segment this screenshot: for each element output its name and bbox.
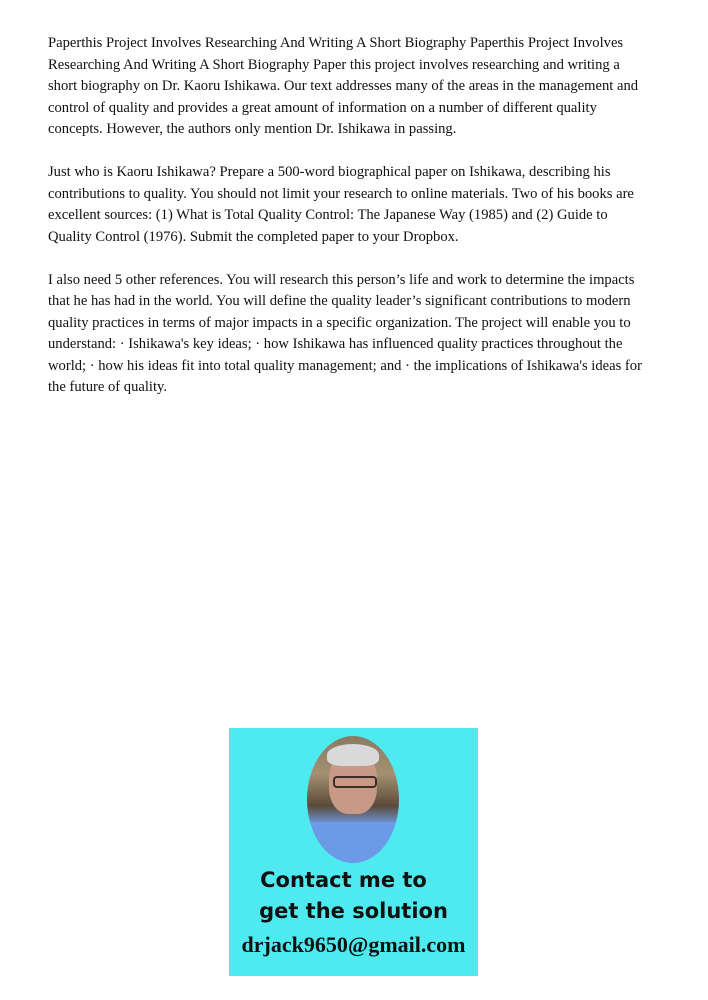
- paragraph-references: I also need 5 other references. You will research this person’s life and work to determine the impacts that he has had in the world. You will define the quality leader’s significant contributions to modern quality practices in terms of major impacts in a specific organization. The project will enable you to understand: · Ishikawa's key ideas; · how Ishikawa has influenced quality practices throughout the world; · how his ideas fit into total quality management; and · the implications of Ishikawa's ideas for the future of quality.: [48, 271, 642, 395]
- portrait-hair: [327, 744, 379, 766]
- portrait-glasses: [333, 776, 377, 788]
- paragraph-assignment: Just who is Kaoru Ishikawa? Prepare a 500-word biographical paper on Ishikawa, describing his contributions to quality. You should not limit your research to online materials. Two of his books are excellent sources: (1) What is Total Quality Control: The Japanese Way (1985) and (2) Guide to Quality Control (1976). Submit the completed paper to your Dropbox.: [48, 164, 634, 245]
- promo-cta-line2: get the solution: [259, 899, 448, 923]
- document-body: [48, 33, 648, 420]
- author-portrait: [307, 736, 399, 863]
- promo-cta-line1: Contact me to: [260, 868, 427, 892]
- contact-promo-banner[interactable]: [229, 728, 478, 976]
- portrait-shirt: [307, 822, 399, 863]
- promo-email[interactable]: drjack9650@gmail.com: [241, 932, 466, 957]
- paragraph-intro: Paperthis Project Involves Researching And Writing A Short Biography Paperthis Project Involves Researching And Writing A Short Biography Paper this project involves researching and writing a short biography on Dr. Kaoru Ishikawa. Our text addresses many of the areas in the management and control of quality and provides a great amount of information on a number of different quality concepts. However, the authors only mention Dr. Ishikawa in passing.: [48, 35, 639, 137]
